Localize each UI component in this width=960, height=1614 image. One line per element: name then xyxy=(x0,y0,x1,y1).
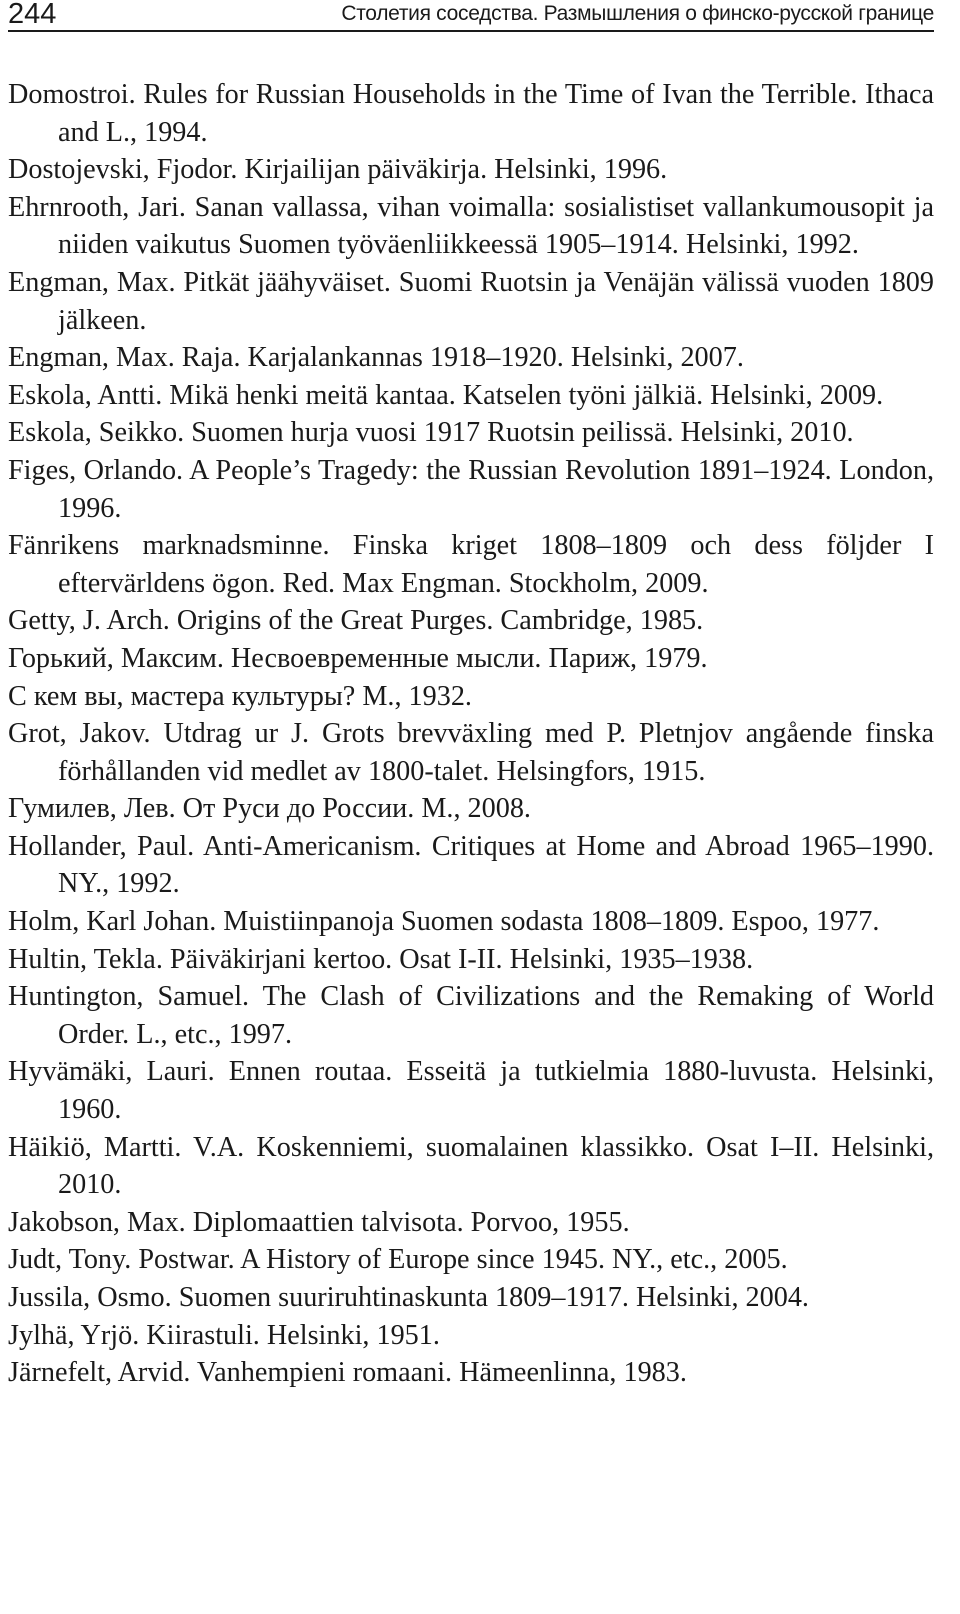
bibliography-entry: Eskola, Seikko. Suomen hurja vuosi 1917 Ruotsin peilissä. Helsinki, 2010. xyxy=(8,417,854,449)
bibliography-entry: Getty, J. Arch. Origins of the Great Purges. Cambridge, 1985. xyxy=(8,605,704,637)
bibliography-list xyxy=(8,76,934,1392)
running-head xyxy=(8,0,934,32)
bibliography-entry: Grot, Jakov. Utdrag ur J. Grots brevväxling med P. Pletnjov angående finska förhållanden vid medlet av 1800-talet. Helsingfors, 1915. xyxy=(8,718,934,787)
bibliography-entry: Dostojevski, Fjodor. Kirjailijan päiväkirja. Helsinki, 1996. xyxy=(8,154,668,186)
bibliography-entry: Häikiö, Martti. V.A. Koskenniemi, suomalainen klassikko. Osat I–II. Helsinki, 2010. xyxy=(8,1131,934,1201)
bibliography-entry: Holm, Karl Johan. Muistiinpanoja Suomen sodasta 1808–1809. Espoo, 1977. xyxy=(8,906,880,938)
bibliography-entry: С кем вы, мастера культуры? М., 1932. xyxy=(8,680,472,712)
bibliography-entry: Fänrikens marknadsminne. Finska kriget 1808–1809 och dess följder I eftervärldens ögon. Red. Max Engman. Stockholm, 2009. xyxy=(8,530,934,599)
bibliography-entry: Jakobson, Max. Diplomaattien talvisota. Porvoo, 1955. xyxy=(8,1206,630,1238)
bibliography-entry: Jussila, Osmo. Suomen suuriruhtinaskunta 1809–1917. Helsinki, 2004. xyxy=(8,1282,809,1313)
bibliography-entry: Hollander, Paul. Anti-Americanism. Critiques at Home and Abroad 1965–1990. NY., 1992. xyxy=(8,830,934,900)
bibliography-entry: Hyvämäki, Lauri. Ennen routaa. Esseitä ja tutkielmia 1880-luvusta. Helsinki, 1960. xyxy=(8,1056,934,1126)
bibliography-entry: Figes, Orlando. A People’s Tragedy: the Russian Revolution 1891–1924. London, 1996. xyxy=(8,454,934,524)
bibliography-entry: Горький, Максим. Несвоевременные мысли. Париж, 1979. xyxy=(8,642,708,674)
bibliography-entry: Domostroi. Rules for Russian Households in the Time of Ivan the Terrible. Ithaca and L., 1994. xyxy=(8,79,934,148)
bibliography-entry: Judt, Tony. Postwar. A History of Europe since 1945. NY., etc., 2005. xyxy=(8,1244,788,1276)
bibliography-entry: Järnefelt, Arvid. Vanhempieni romaani. Hämeenlinna, 1983. xyxy=(8,1357,687,1389)
running-head-title: Столетия соседства. Размышления о финско-русской границе xyxy=(341,2,934,25)
bibliography-entry: Engman, Max. Pitkät jäähyväiset. Suomi Ruotsin ja Venäjän välissä vuoden 1809 jälkeen. xyxy=(8,266,934,336)
bibliography-entry: Eskola, Antti. Mikä henki meitä kantaa. Katselen työni jälkiä. Helsinki, 2009. xyxy=(8,379,884,411)
bibliography-entry: Jylhä, Yrjö. Kiirastuli. Helsinki, 1951. xyxy=(8,1319,440,1351)
bibliography-entry: Engman, Max. Raja. Karjalankannas 1918–1920. Helsinki, 2007. xyxy=(8,342,744,374)
bibliography-entry: Hultin, Tekla. Päiväkirjani kertoo. Osat I-II. Helsinki, 1935–1938. xyxy=(8,943,754,975)
bibliography-entry: Гумилев, Лев. От Руси до России. М., 2008. xyxy=(8,793,531,825)
page-number: 244 xyxy=(8,0,57,30)
bibliography-entry: Ehrnrooth, Jari. Sanan vallassa, vihan voimalla: sosialistiset vallankumousopit ja niiden vaikutus Suomen työväenliikkeessä 1905–1914. Helsinki, 1992. xyxy=(8,191,934,261)
bibliography-entry: Huntington, Samuel. The Clash of Civilizations and the Remaking of World Order. L., etc., 1997. xyxy=(8,981,934,1050)
